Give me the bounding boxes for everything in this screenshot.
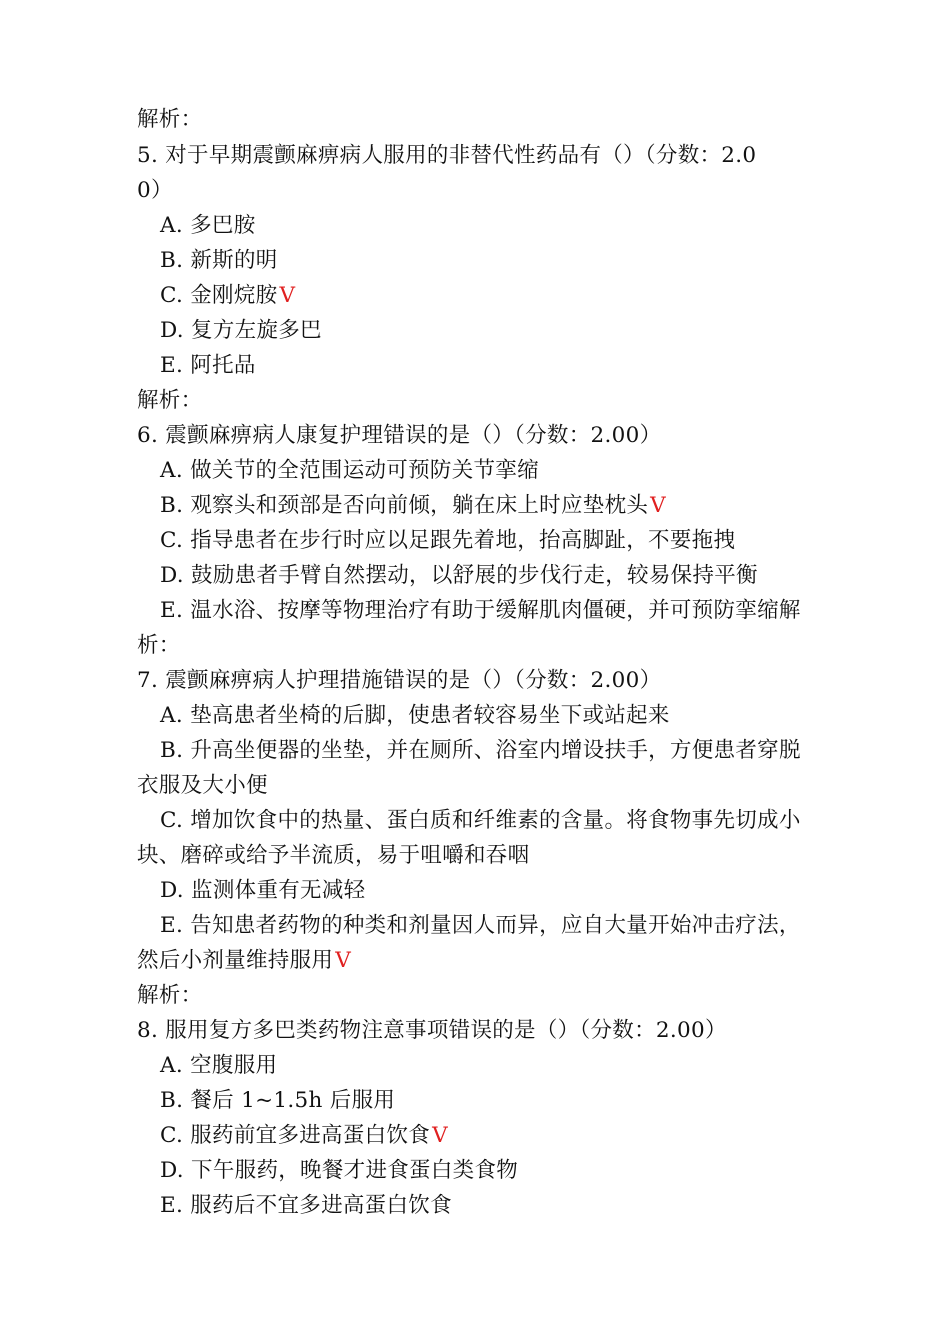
option-text: A. 做关节的全范围运动可预防关节挛缩 — [160, 458, 539, 483]
option-text: D. 下午服药，晚餐才进食蛋白类食物 — [160, 1158, 519, 1183]
option-e-continued — [137, 946, 351, 976]
correct-answer-mark: V — [335, 948, 352, 973]
option-b — [160, 246, 278, 276]
option-c-continued: 块、磨碎或给予半流质，易于咀嚼和吞咽 — [137, 843, 530, 868]
option-text: E. 阿托品 — [160, 353, 256, 378]
option-b-continued: 衣服及大小便 — [137, 773, 268, 798]
option-text: E. 告知患者药物的种类和剂量因人而异，应自大量开始冲击疗法， — [160, 913, 801, 938]
option-a — [160, 211, 256, 241]
option-a — [160, 1051, 277, 1081]
option-c — [160, 281, 295, 311]
option-text: B. 餐后 1~1.5h 后服用 — [160, 1088, 396, 1113]
question-stem-continued: 0） — [137, 178, 173, 203]
option-d — [160, 316, 322, 346]
option-e — [160, 911, 801, 941]
option-d — [160, 561, 758, 591]
question-stem: 7. 震颤麻痹病人护理措施错误的是（）（分数：2.00） — [137, 668, 662, 693]
option-text: B. 升高坐便器的坐垫，并在厕所、浴室内增设扶手，方便患者穿脱 — [160, 738, 801, 763]
correct-answer-mark: V — [432, 1123, 448, 1148]
option-text: C. 增加饮食中的热量、蛋白质和纤维素的含量。将食物事先切成小 — [160, 808, 801, 833]
option-b — [160, 736, 801, 766]
option-text: D. 复方左旋多巴 — [160, 318, 322, 343]
option-text: E. 温水浴、按摩等物理治疗有助于缓解肌肉僵硬，并可预防挛缩解 — [160, 598, 801, 623]
option-text: D. 鼓励患者手臂自然摆动，以舒展的步伐行走，较易保持平衡 — [160, 563, 758, 588]
question-stem: 6. 震颤麻痹病人康复护理错误的是（）（分数：2.00） — [137, 423, 662, 448]
analysis-label: 解析： — [137, 983, 203, 1008]
option-b — [160, 1086, 395, 1116]
option-text: C. 服药前宜多进高蛋白饮食 — [160, 1123, 431, 1148]
option-c — [160, 526, 735, 556]
option-text: D. 监测体重有无减轻 — [160, 878, 366, 903]
option-a — [160, 456, 539, 486]
option-b — [160, 491, 666, 521]
option-c — [160, 806, 801, 836]
analysis-label: 解析： — [137, 107, 203, 132]
correct-answer-mark: V — [650, 493, 666, 518]
option-d — [160, 1156, 518, 1186]
option-e-continued: 析： — [137, 633, 181, 658]
option-e — [160, 596, 801, 626]
analysis-label: 解析： — [137, 388, 203, 413]
option-text: A. 空腹服用 — [160, 1053, 278, 1078]
question-stem: 5. 对于早期震颤麻痹病人服用的非替代性药品有（）（分数：2.0 — [137, 143, 757, 168]
option-d — [160, 876, 365, 906]
option-text: A. 多巴胺 — [160, 213, 256, 238]
option-text: E. 服药后不宜多进高蛋白饮食 — [160, 1193, 452, 1218]
option-text: B. 新斯的明 — [160, 248, 278, 273]
option-text: C. 金刚烷胺 — [160, 283, 278, 308]
option-text: 然后小剂量维持服用 — [137, 948, 334, 973]
question-stem: 8. 服用复方多巴类药物注意事项错误的是（）（分数：2.00） — [137, 1018, 727, 1043]
correct-answer-mark: V — [279, 283, 296, 308]
option-e — [160, 351, 256, 381]
option-text: C. 指导患者在步行时应以足跟先着地，抬高脚趾，不要拖拽 — [160, 528, 736, 553]
option-text: A. 垫高患者坐椅的后脚，使患者较容易坐下或站起来 — [160, 703, 670, 728]
option-c — [160, 1121, 448, 1151]
option-e — [160, 1191, 452, 1221]
option-text: B. 观察头和颈部是否向前倾，躺在床上时应垫枕头 — [160, 493, 649, 518]
option-a — [160, 701, 670, 731]
